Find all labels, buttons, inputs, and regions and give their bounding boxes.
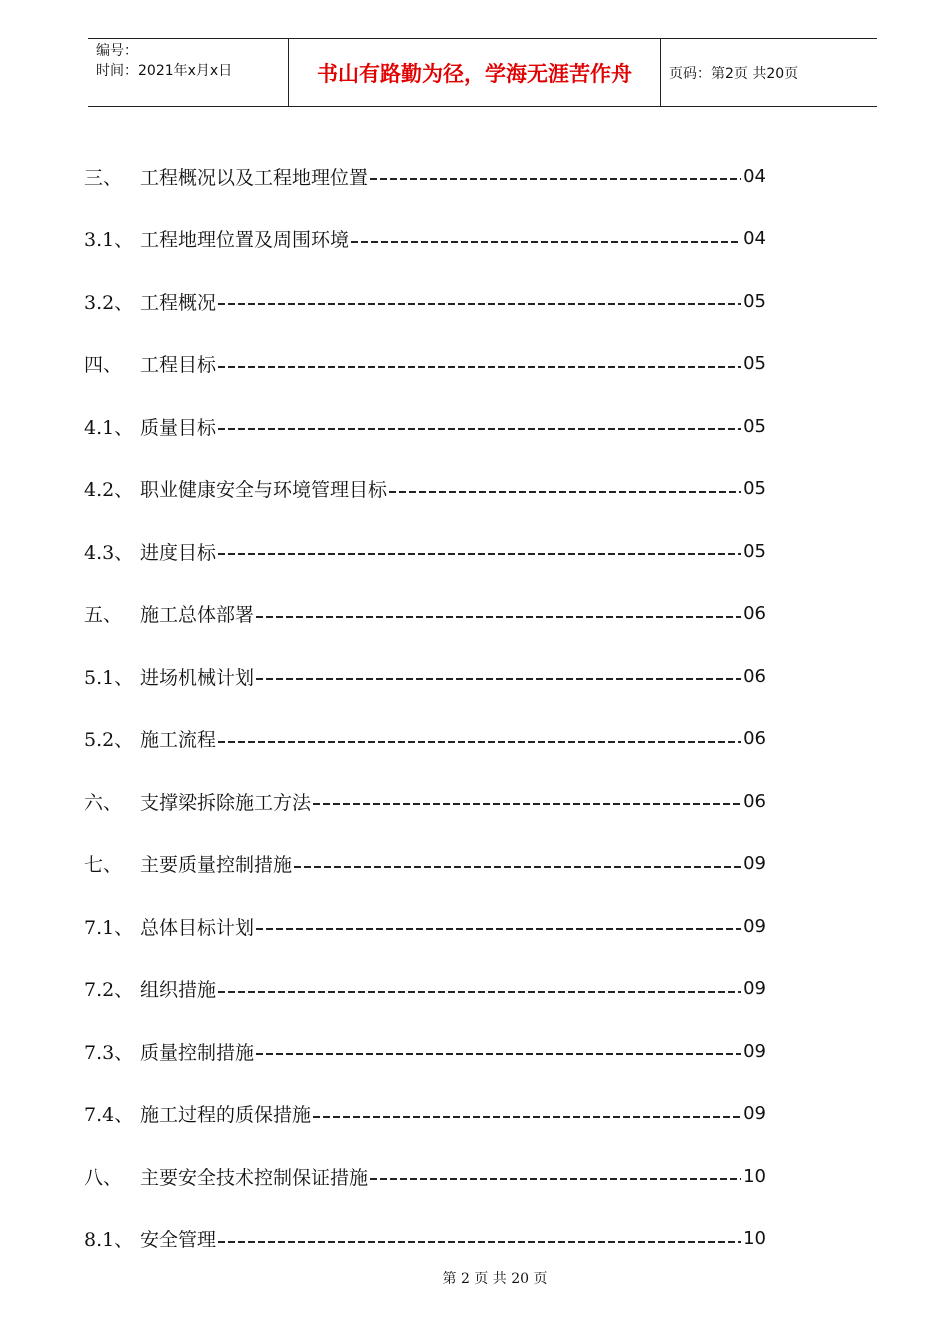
toc-dot-leader [313,803,741,805]
toc-entry-page: 05 [743,353,766,375]
toc-entry-number: 六、 [84,791,123,814]
toc-entry-number: 3.1、 [84,229,134,252]
toc-entry-number: 7.4、 [84,1104,134,1127]
toc-entry-page: 04 [743,228,766,250]
toc-entry-number: 五、 [84,604,123,627]
toc-entry-page: 10 [743,1228,766,1250]
toc-entry-title: 支撑梁拆除施工方法 [140,791,312,814]
toc-entry-number: 5.2、 [84,729,134,752]
toc-entry-page: 09 [743,915,766,937]
toc-entry[interactable] [84,270,766,333]
toc-entry-number: 四、 [84,354,123,377]
toc-dot-leader [313,1116,741,1118]
page-header [88,38,877,107]
toc-entry-title: 主要质量控制措施 [140,854,293,877]
toc-entry-number: 4.1、 [84,416,134,439]
toc-dot-leader [218,991,741,993]
toc-entry-page: 06 [743,665,766,687]
toc-entry-number: 七、 [84,854,123,877]
toc-entry-page: 05 [743,478,766,500]
toc-entry-number: 4.2、 [84,479,134,502]
toc-entry-page: 05 [743,540,766,562]
toc-entry-title: 总体目标计划 [140,916,255,939]
toc-entry[interactable] [84,583,766,646]
toc-entry-page: 05 [743,415,766,437]
toc-entry-title: 进场机械计划 [140,666,255,689]
toc-entry[interactable] [84,958,766,1021]
toc-dot-leader [256,678,741,680]
toc-dot-leader [256,1053,741,1055]
toc-dot-leader [294,866,741,868]
toc-entry-title: 质量控制措施 [140,1041,255,1064]
toc-entry[interactable] [84,1145,766,1208]
toc-entry[interactable] [84,1020,766,1083]
document-date: 时间：2021年x月x日 [96,63,233,79]
toc-entry-title: 工程概况 [140,291,217,314]
document-number-label: 编号： [96,43,138,59]
toc-entry-page: 06 [743,790,766,812]
toc-entry-number: 8.1、 [84,1229,134,1252]
toc-entry-page: 04 [743,165,766,187]
toc-dot-leader [218,303,741,305]
toc-entry-title: 主要安全技术控制保证措施 [140,1166,369,1189]
toc-entry-title: 施工过程的质保措施 [140,1104,312,1127]
toc-entry-title: 安全管理 [140,1229,217,1252]
toc-dot-leader [218,553,741,555]
header-motto: 书山有路勤为径，学海无涯苦作舟 [288,39,661,106]
toc-entry[interactable] [84,208,766,271]
toc-dot-leader [370,178,741,180]
toc-entry-number: 7.1、 [84,916,134,939]
toc-entry-title: 职业健康安全与环境管理目标 [140,479,388,502]
toc-entry-page: 09 [743,978,766,1000]
toc-entry-number: 7.2、 [84,979,134,1002]
toc-entry-title: 施工流程 [140,729,217,752]
toc-dot-leader [218,741,741,743]
toc-entry[interactable] [84,1208,766,1271]
toc-entry[interactable] [84,395,766,458]
toc-entry-page: 05 [743,290,766,312]
page-footer: 第 2 页 共 20 页 [442,1271,548,1287]
toc-entry-title: 工程概况以及工程地理位置 [140,166,369,189]
header-meta [88,39,288,106]
toc-entry[interactable] [84,458,766,521]
toc-dot-leader [218,366,741,368]
toc-entry-number: 八、 [84,1166,123,1189]
toc-entry-page: 06 [743,728,766,750]
toc-dot-leader [351,241,741,243]
toc-dot-leader [256,928,741,930]
toc-entry-page: 09 [743,853,766,875]
toc-dot-leader [218,1241,741,1243]
table-of-contents [84,145,766,1270]
toc-entry[interactable] [84,1083,766,1146]
toc-entry-number: 4.3、 [84,541,134,564]
toc-entry[interactable] [84,145,766,208]
toc-entry-title: 施工总体部署 [140,604,255,627]
toc-entry-number: 三、 [84,166,123,189]
toc-dot-leader [389,491,741,493]
toc-entry[interactable] [84,333,766,396]
toc-entry-page: 06 [743,603,766,625]
toc-dot-leader [218,428,741,430]
header-page-number: 页码：第2页 共20页 [669,65,799,82]
toc-entry-page: 09 [743,1040,766,1062]
toc-entry[interactable] [84,520,766,583]
toc-entry-title: 进度目标 [140,541,217,564]
toc-entry-title: 工程目标 [140,354,217,377]
toc-entry-number: 5.1、 [84,666,134,689]
toc-entry-number: 7.3、 [84,1041,134,1064]
toc-entry[interactable] [84,833,766,896]
toc-entry-page: 09 [743,1103,766,1125]
toc-entry[interactable] [84,770,766,833]
toc-dot-leader [370,1178,741,1180]
toc-entry-title: 质量目标 [140,416,217,439]
toc-entry-title: 组织措施 [140,979,217,1002]
toc-entry[interactable] [84,708,766,771]
toc-entry[interactable] [84,895,766,958]
toc-entry-page: 10 [743,1165,766,1187]
toc-entry-number: 3.2、 [84,291,134,314]
toc-entry[interactable] [84,645,766,708]
toc-entry-title: 工程地理位置及周围环境 [140,229,350,252]
toc-dot-leader [256,616,741,618]
